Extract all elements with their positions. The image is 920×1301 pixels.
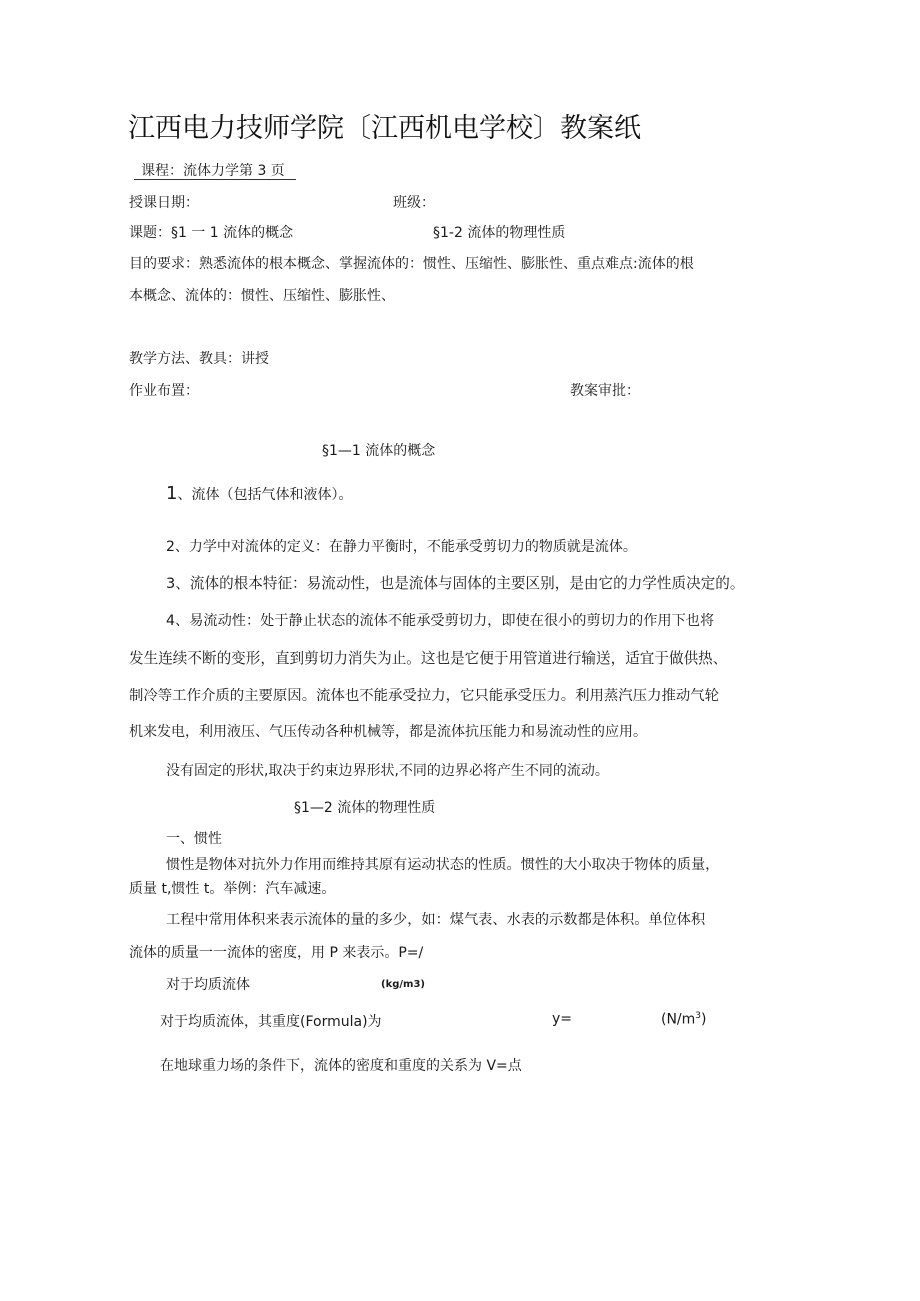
item2: 2、力学中对流体的定义：在静力平衡时，不能承受剪切力的物质就是流体。 <box>166 539 637 555</box>
item1 <box>166 483 352 504</box>
shape-note: 没有固定的形状,取决于约束边界形状,不同的边界必将产生不同的流动。 <box>166 763 609 779</box>
section1-heading: §1—1 流体的概念 <box>322 443 436 459</box>
homogeneous-label: 对于均质流体 <box>166 977 250 993</box>
course-underline <box>134 179 296 180</box>
volume-line-1: 工程中常用体积来表示流体的量的多少，如：煤气表、水表的示数都是体积。单位体积 <box>166 912 706 928</box>
page-title: 江西电力技师学院〔江西机电学校〕教案纸 <box>128 113 641 144</box>
goals-line-1: 目的要求：熟悉流体的根本概念、掌握流体的：惯性、压缩性、膨胀性、重点难点:流体的根 <box>129 256 694 272</box>
course-label: 课程：流体力学第 3 页 <box>141 163 285 179</box>
item4-line-3: 制冷等工作介质的主要原因。流体也不能承受拉力，它只能承受压力。利用蒸汽压力推动气轮 <box>129 688 720 704</box>
weight-unit <box>661 1011 707 1028</box>
weight-unit-base: (N/m <box>661 1011 696 1028</box>
inertia-subheading: 一、惯性 <box>166 831 222 847</box>
item4-line-1: 4、易流动性：处于静止状态的流体不能承受剪切力，即使在很小的剪切力的作用下也将 <box>166 613 715 629</box>
class-label: 班级： <box>393 195 435 211</box>
volume-line-2: 流体的质量一一流体的密度，用 P 来表示。P=/ <box>129 945 424 961</box>
approval-label: 教案审批： <box>570 383 640 399</box>
inertia-line-2: 质量 t,惯性 t。举例：汽车减速。 <box>129 881 336 897</box>
item4-line-2: 发生连续不断的变形，直到剪切力消失为止。这也是它便于用管道进行输送，适宜于做供热、 <box>129 650 728 667</box>
weight-equation: y= <box>552 1011 573 1027</box>
topic-label: 课题：§1 一 1 流体的概念 <box>129 225 294 241</box>
item4-line-4: 机来发电，利用液压、气压传动各种机械等，都是流体抗压能力和易流动性的应用。 <box>129 724 647 740</box>
date-label: 授课日期： <box>129 195 199 211</box>
weight-unit-close: ) <box>701 1011 707 1028</box>
goals-line-2: 本概念、流体的：惯性、压缩性、膨胀性、 <box>129 288 395 304</box>
topic-second: §1-2 流体的物理性质 <box>433 225 566 241</box>
density-unit: (kg/m3) <box>381 979 425 990</box>
weight-unit-exponent: 3 <box>695 1011 702 1021</box>
gravity-line: 在地球重力场的条件下，流体的密度和重度的关系为 V=点 <box>160 1058 522 1074</box>
teaching-method: 教学方法、教具：讲授 <box>129 351 269 367</box>
item1-number: 1 <box>166 483 178 504</box>
item1-text: 、流体（包括气体和液体）。 <box>177 487 353 503</box>
weight-text: 对于均质流体，其重度(Formula)为 <box>160 1014 382 1030</box>
item3: 3、流体的根本特征：易流动性，也是流体与固体的主要区别，是由它的力学性质决定的。 <box>166 575 745 592</box>
inertia-line-1: 惯性是物体对抗外力作用而维持其原有运动状态的性质。惯性的大小取决于物体的质量， <box>166 857 720 873</box>
homework-label: 作业布置： <box>129 383 199 399</box>
section2-heading: §1—2 流体的物理性质 <box>294 800 436 816</box>
